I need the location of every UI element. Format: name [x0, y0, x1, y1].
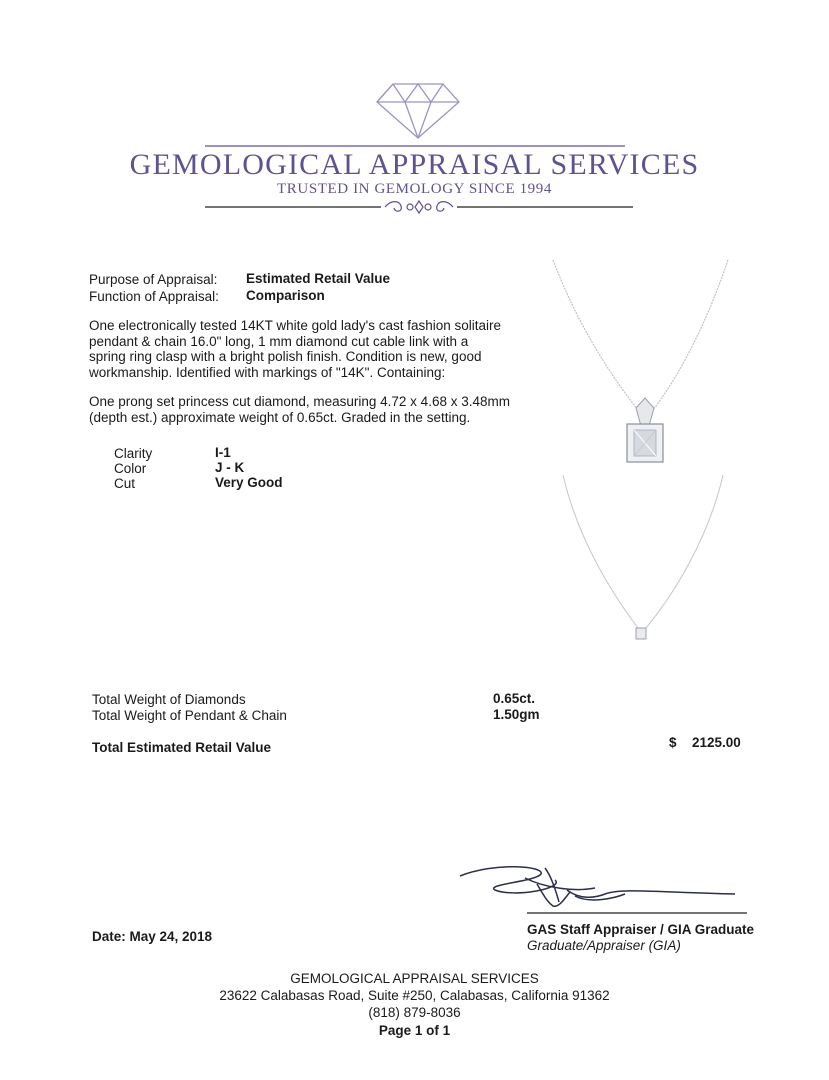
diamond-weight-value: 0.65ct. [493, 691, 536, 706]
footer-company: GEMOLOGICAL APPRAISAL SERVICES [290, 971, 539, 986]
appraiser-title: GAS Staff Appraiser / GIA Graduate [527, 922, 755, 937]
ornament-divider [205, 198, 633, 218]
footer-address: 23622 Calabasas Road, Suite #250, Calabasas, California 91362 [219, 988, 610, 1003]
page-number: Page 1 of 1 [378, 1023, 451, 1038]
company-name: GEMOLOGICAL APPRAISAL SERVICES [129, 148, 700, 181]
diamond-line: (depth est.) approximate weight of 0.65ct. Graded in the setting. [89, 409, 471, 425]
pendant-weight-label: Total Weight of Pendant & Chain [92, 708, 287, 723]
description-line: spring ring clasp with a bright polish finish. Condition is new, good [89, 349, 482, 364]
pendant-weight-value: 1.50gm [493, 707, 540, 722]
cut-label: Cut [114, 476, 136, 491]
description-line: workmanship. Identified with markings of "14K". Containing: [89, 364, 446, 380]
appraisal-date: Date: May 24, 2018 [92, 929, 213, 944]
description-line: pendant & chain 16.0" long, 1 mm diamond cut cable link with a [89, 333, 469, 349]
pendant-closeup-photo [550, 258, 740, 478]
diamond-line: One prong set princess cut diamond, measuring 4.72 x 4.68 x 3.48mm [89, 394, 510, 409]
company-tagline: TRUSTED IN GEMOLOGY SINCE 1994 [277, 181, 552, 197]
function-label: Function of Appraisal: [89, 289, 219, 304]
color-value: J - K [215, 460, 245, 475]
color-label: Color [114, 461, 147, 476]
item-description [89, 318, 549, 380]
diamond-description [89, 394, 549, 425]
purpose-label: Purpose of Appraisal: [89, 272, 218, 287]
appraiser-credential: Graduate/Appraiser (GIA) [527, 938, 681, 953]
diamond-weight-label: Total Weight of Diamonds [92, 692, 246, 707]
function-value: Comparison [246, 288, 325, 303]
necklace-full-photo [558, 470, 728, 650]
cut-value: Very Good [215, 475, 283, 490]
clarity-label: Clarity [114, 446, 153, 461]
retail-value: 2125.00 [692, 735, 741, 750]
description-line: One electronically tested 14KT white gold lady's cast fashion solitaire [89, 318, 502, 333]
currency-symbol: $ [669, 735, 677, 750]
appraiser-signature [455, 858, 755, 920]
footer-phone: (818) 879-8036 [368, 1005, 461, 1020]
retail-value-label: Total Estimated Retail Value [92, 740, 272, 755]
logo-swash-top [205, 130, 625, 150]
clarity-value: I-1 [215, 445, 231, 460]
purpose-value: Estimated Retail Value [246, 271, 391, 286]
